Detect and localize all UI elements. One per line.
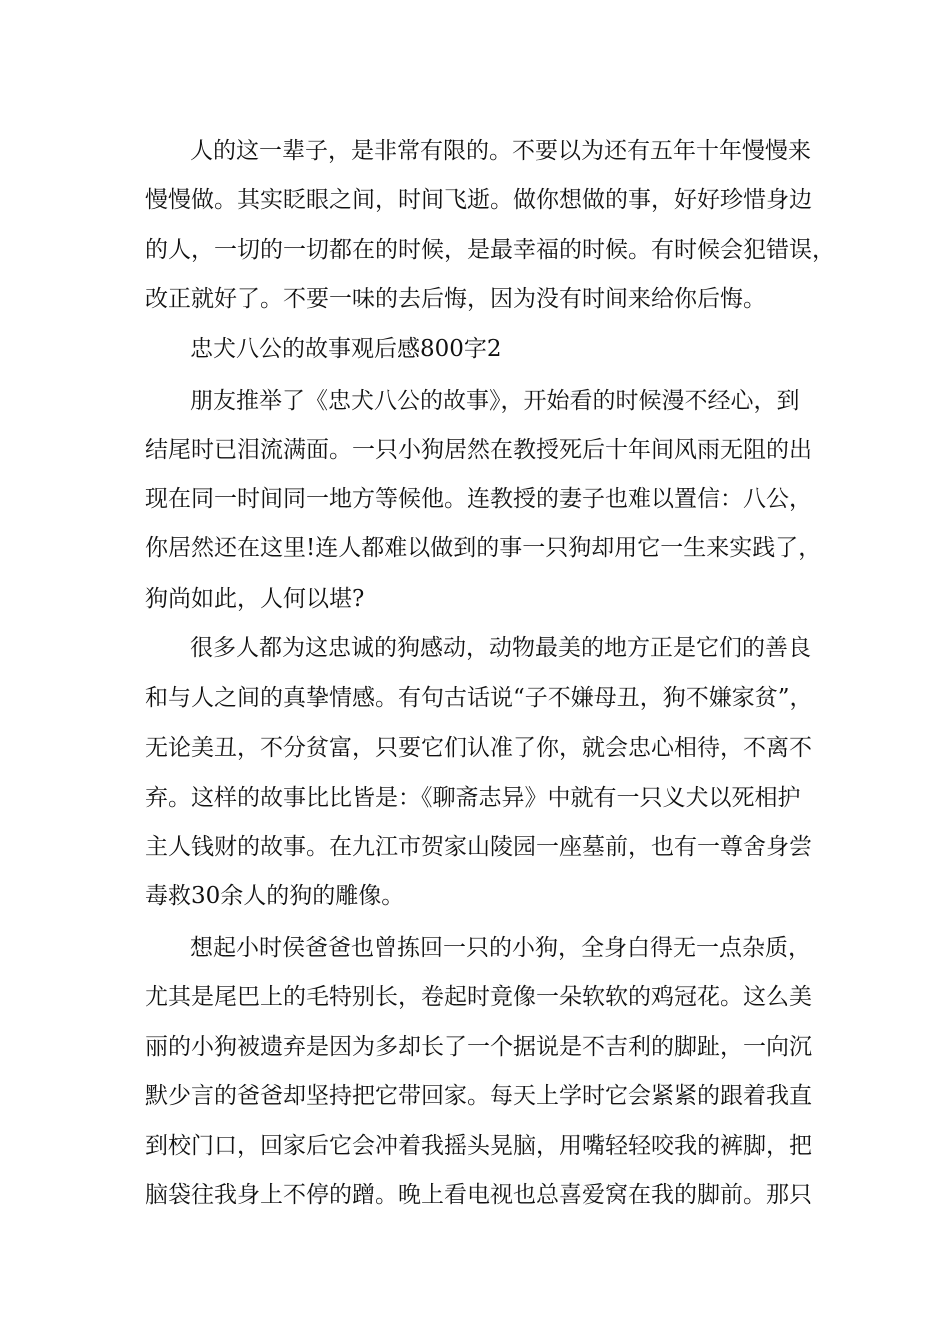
paragraph-3-line-5: 主人钱财的故事。在九江市贺家山陵园一座墓前，也有一尊舍身尝	[145, 834, 812, 860]
paragraph-1-line-2: 慢慢做。其实眨眼之间，时间飞逝。做你想做的事，好好珍惜身边	[145, 187, 812, 213]
paragraph-2-line-2: 结尾时已泪流满面。一只小狗居然在教授死后十年间风雨无阻的出	[145, 437, 812, 463]
paragraph-2-line-5: 狗尚如此，人何以堪?	[145, 586, 365, 612]
paragraph-2-line-1: 朋友推举了《忠犬八公的故事》，开始看的时候漫不经心，到	[190, 388, 800, 414]
paragraph-2-line-3: 现在同一时间同一地方等候他。连教授的妻子也难以置信：八公，	[145, 486, 812, 512]
paragraph-3-line-3: 无论美丑，不分贫富，只要它们认准了你，就会忠心相待，不离不	[145, 735, 812, 761]
paragraph-3-line-2: 和与人之间的真挚情感。有句古话说“子不嫌母丑，狗不嫌家贫”，	[145, 685, 813, 711]
section-heading: 忠犬八公的故事观后感800字2	[190, 336, 502, 362]
paragraph-3-line-1: 很多人都为这忠诚的狗感动，动物最美的地方正是它们的善良	[190, 635, 811, 661]
paragraph-3-line-4: 弃。这样的故事比比皆是：《聊斋志异》中就有一只义犬以死相护	[145, 785, 801, 811]
paragraph-4-line-3: 丽的小狗被遗弃是因为多却长了一个据说是不吉利的脚趾，一向沉	[145, 1034, 812, 1060]
paragraph-4-line-4: 默少言的爸爸却坚持把它带回家。每天上学时它会紧紧的跟着我直	[145, 1083, 812, 1109]
paragraph-1-line-4: 改正就好了。不要一味的去后悔，因为没有时间来给你后悔。	[145, 286, 766, 312]
paragraph-2-line-4: 你居然还在这里!连人都难以做到的事一只狗却用它一生来实践了，	[145, 535, 822, 561]
paragraph-3-line-6: 毒救30余人的狗的雕像。	[145, 883, 405, 909]
paragraph-4-line-6: 脑袋往我身上不停的蹭。晚上看电视也总喜爱窝在我的脚前。那只	[145, 1182, 812, 1208]
paragraph-4-line-2: 尤其是尾巴上的毛特别长，卷起时竟像一朵软软的鸡冠花。这么美	[145, 984, 812, 1010]
paragraph-1-line-1: 人的这一辈子，是非常有限的。不要以为还有五年十年慢慢来	[190, 138, 811, 164]
paragraph-4-line-5: 到校门口，回家后它会冲着我摇头晃脑，用嘴轻轻咬我的裤脚，把	[145, 1133, 812, 1159]
paragraph-1-line-3: 的人，一切的一切都在的时候，是最幸福的时候。有时候会犯错误，	[145, 237, 835, 263]
paragraph-4-line-1: 想起小时侯爸爸也曾拣回一只的小狗，全身白得无一点杂质，	[190, 935, 811, 961]
